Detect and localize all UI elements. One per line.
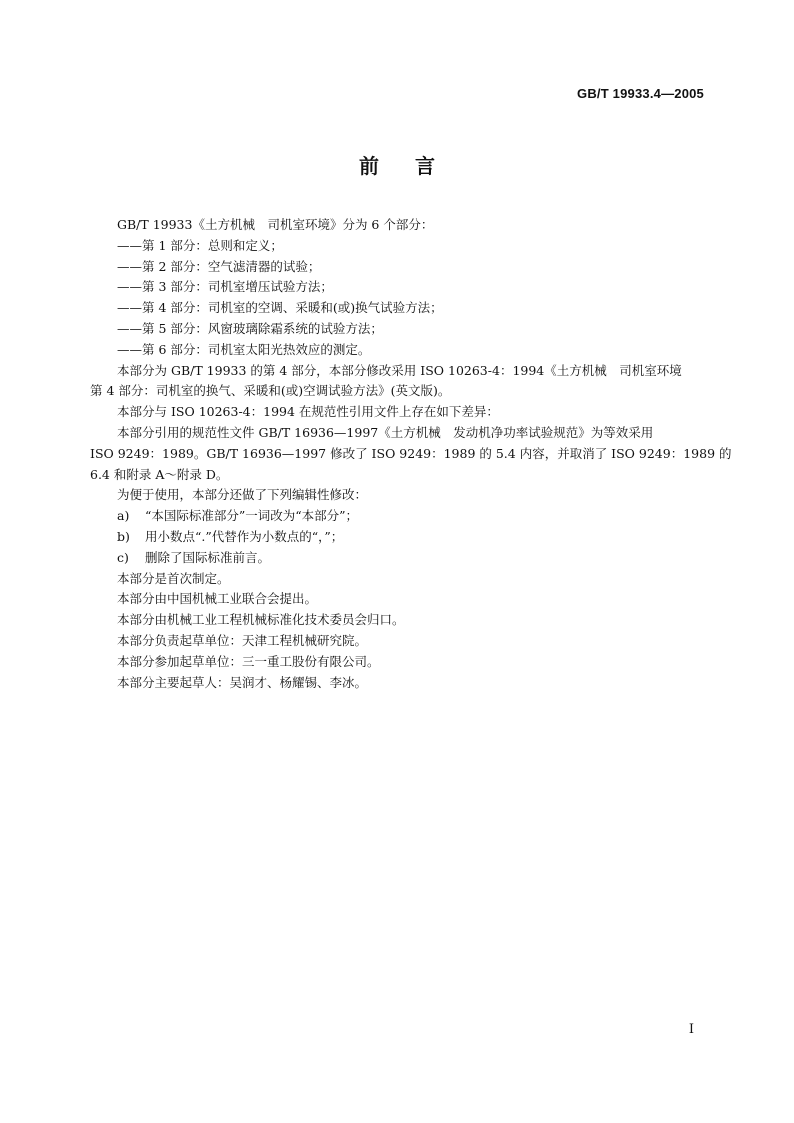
part-item: ——第 6 部分：司机室太阳光热效应的测定。 [117,341,371,357]
closing-paragraph: 本部分由机械工业工程机械标准化技术委员会归口。 [117,612,405,628]
reference-paragraph [90,423,732,485]
page-number: I [688,1022,694,1037]
closing-paragraph: 本部分负责起草单位：天津工程机械研究院。 [117,632,368,648]
part-item: ——第 1 部分：总则和定义； [117,237,283,253]
adoption-line: 本部分为 GB/T 19933 的第 4 部分，本部分修改采用 ISO 10263-4：1994《土方机械 司机室环境 [117,362,682,378]
list-marker: a) [117,508,130,524]
list-text: 删除了国际标准前言。 [145,549,271,565]
intro-paragraph: GB/T 19933《土方机械 司机室环境》分为 6 个部分： [117,217,434,232]
adoption-line: 第 4 部分：司机室的换气、采暖和(或)空调试验方法》(英文版)。 [90,383,451,399]
closing-paragraph: 本部分由中国机械工业联合会提出。 [117,591,318,607]
reference-line: 本部分引用的规范性文件 GB/T 16936—1997《土方机械 发动机净功率试验规范》为等效采用 [117,424,654,440]
part-item: ——第 3 部分：司机室增压试验方法； [117,279,333,295]
document-body [90,215,732,693]
differences-paragraph: 本部分与 ISO 10263-4：1994 在规范性引用文件上存在如下差异： [117,404,499,420]
editorial-item [90,527,702,548]
list-text: 用小数点“.”代替作为小数点的“，”； [145,528,344,544]
editorial-item [90,548,702,569]
closing-paragraph: 本部分主要起草人：吴润才、杨耀锡、李冰。 [117,674,368,690]
part-item: ——第 5 部分：风窗玻璃除霜系统的试验方法； [117,320,383,336]
editorial-item [90,506,702,527]
list-text: “本国际标准部分”一词改为“本部分”； [145,508,359,524]
reference-line: ISO 9249：1989。GB/T 16936—1997 修改了 ISO 9249：1989 的 5.4 内容，并取消了 ISO 9249：1989 的 [90,445,732,461]
list-marker: c) [117,549,129,565]
closing-paragraph: 本部分是首次制定。 [117,570,230,586]
part-item: ——第 4 部分：司机室的空调、采暖和(或)换气试验方法； [117,300,443,316]
page-title: 前言 [359,154,471,178]
document-id: GB/T 19933.4—2005 [577,86,704,101]
editorial-intro: 为便于使用，本部分还做了下列编辑性修改： [117,487,368,503]
list-marker: b) [117,528,130,544]
closing-paragraph: 本部分参加起草单位：三一重工股份有限公司。 [117,653,380,669]
adoption-paragraph [90,361,702,403]
reference-line: 6.4 和附录 A～附录 D。 [90,466,229,482]
part-item: ——第 2 部分：空气滤清器的试验； [117,258,321,274]
